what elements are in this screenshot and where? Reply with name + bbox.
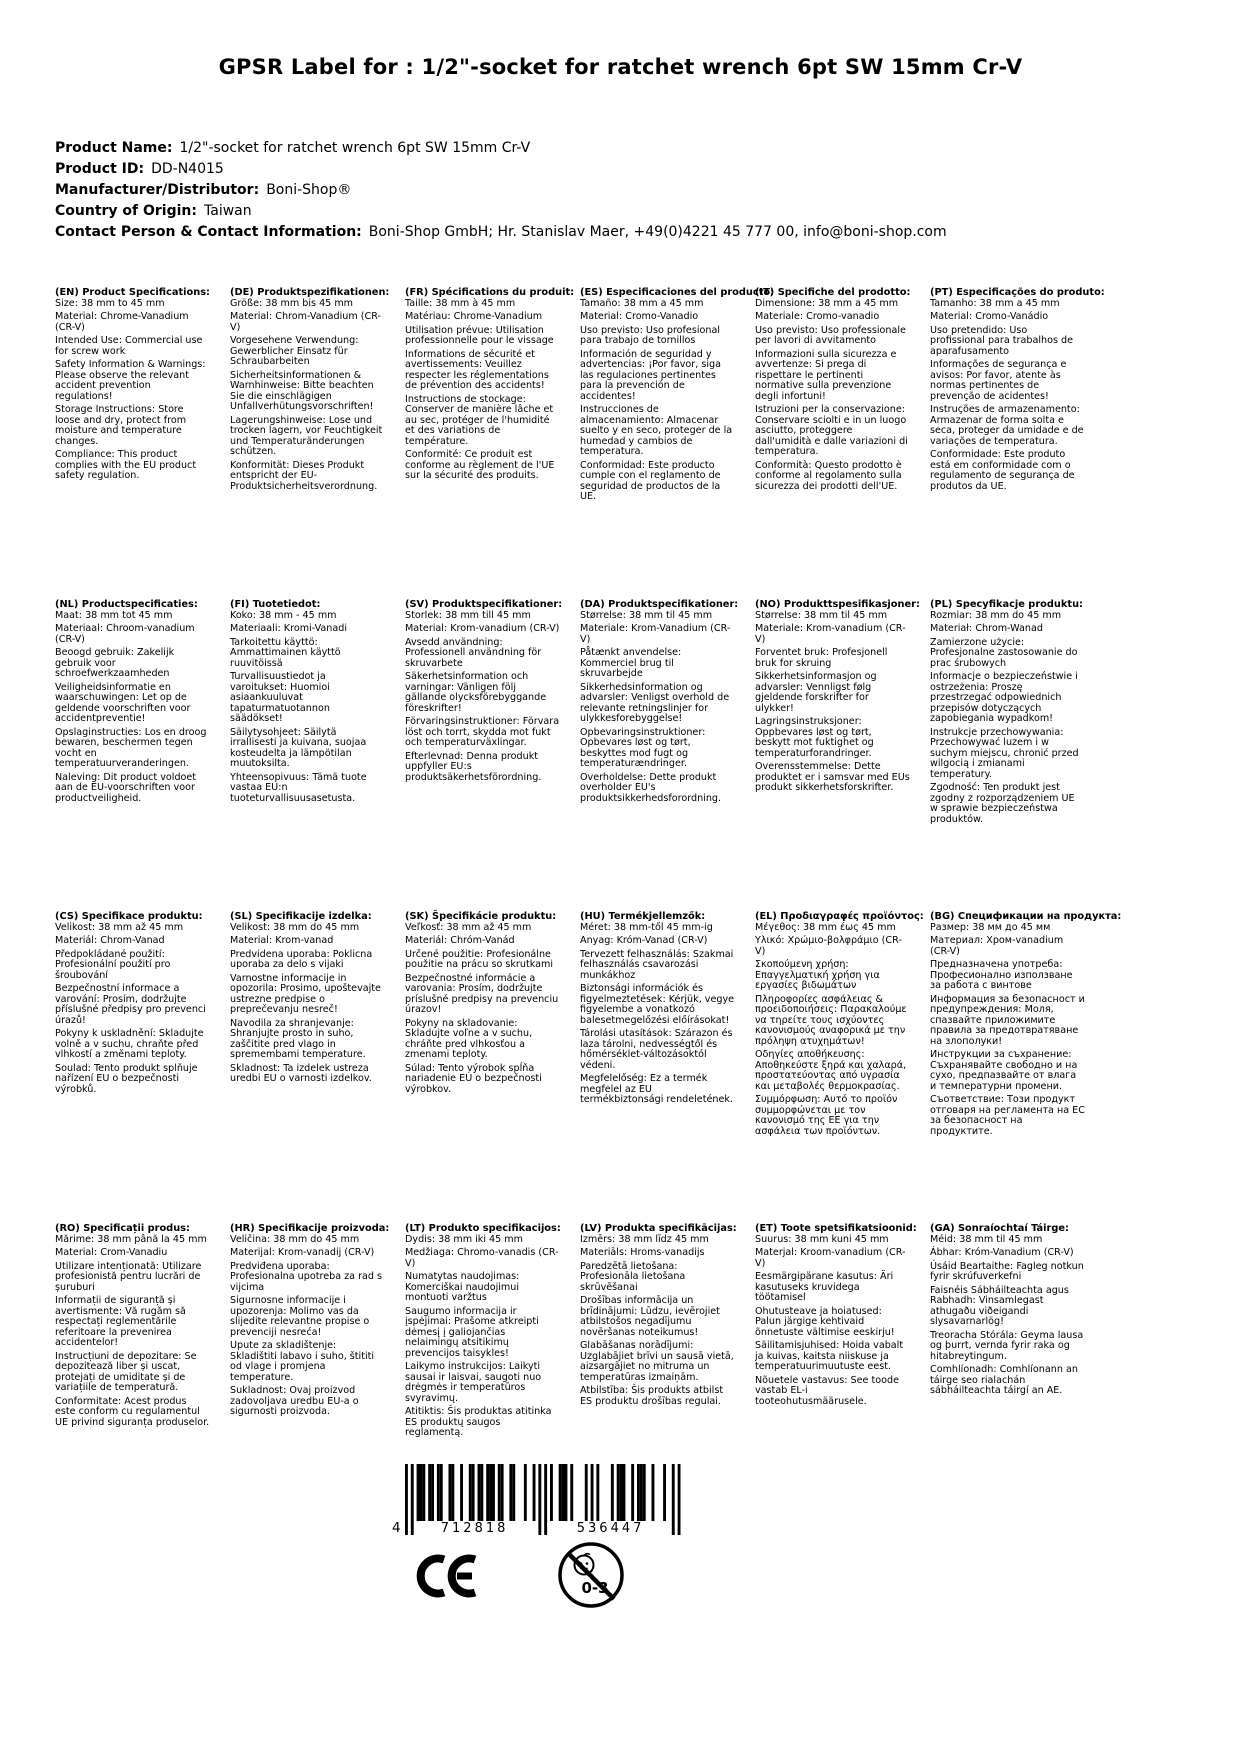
spec-paragraph: Sigurnosne informacije i upozorenja: Molimo vas da slijedite relevantne propise o prevenciji nesreća! xyxy=(230,1295,370,1338)
spec-paragraph: Instrucțiuni de depozitare: Se depozitează liber și uscat, protejați de umiditate și de variațiile de temperatură. xyxy=(55,1350,197,1393)
spec-paragraph: Materiāls: Hroms-vanadijs xyxy=(580,1247,705,1258)
lang-block-hu xyxy=(580,912,735,1224)
lang-block-header: (FI) Tuotetiedot: xyxy=(230,599,321,610)
spec-paragraph: Υλικό: Χρώμιο-βολφράμιο (CR-V) xyxy=(755,935,902,957)
spec-paragraph: Určené použitie: Profesionálne použitie na prácu so skrutkami xyxy=(405,948,553,970)
spec-paragraph: Säkerhetsinformation och varningar: Vänligen följ gällande olycksförebyggande föreskrifter! xyxy=(405,671,547,714)
spec-paragraph: Säilytysohjeet: Säilytä irrallisesti ja kuivana, suojaa kosteudelta ja lämpötilan muutoksilta. xyxy=(230,726,367,769)
spec-paragraph: Инструкции за съхранение: Съхранявайте свободно и на сухо, предпазвайте от влага и температурни промени. xyxy=(930,1049,1078,1092)
product-id-value: DD-N4015 xyxy=(151,161,224,177)
spec-paragraph: Rozmiar: 38 mm do 45 mm xyxy=(930,609,1062,621)
lang-block-header: (SK) Špecifikácie produktu: xyxy=(405,911,557,922)
spec-paragraph: Megfelelőség: Ez a termék megfelel az EU termékbiztonsági rendeletének. xyxy=(580,1073,733,1105)
spec-paragraph: Materiał: Chrom-Wanad xyxy=(930,623,1043,634)
spec-paragraph: Opbevaringsinstruktioner: Opbevares løst og tørt, beskyttes mod fugt og temperaturændringer. xyxy=(580,726,706,769)
origin-line xyxy=(55,201,947,222)
age-warning-0-3-icon xyxy=(556,1540,626,1610)
spec-paragraph: Taille: 38 mm à 45 mm xyxy=(405,297,516,309)
page-title: GPSR Label for : 1/2"-socket for ratchet wrench 6pt SW 15mm Cr-V xyxy=(218,55,1023,79)
spec-paragraph: Σκοπούμενη χρήση: Επαγγελματική χρήση για εργασίες βιδωμάτων xyxy=(755,959,880,991)
spec-paragraph: Materjal: Kroom-vanadium (CR-V) xyxy=(755,1247,906,1269)
spec-paragraph: Instrucciones de almacenamiento: Almacenar suelto y en seco, proteger de la humedad y cambios de temperatura. xyxy=(580,404,733,457)
spec-paragraph: Úsáid Beartaithe: Fagleg notkun fyrir skrúfuverkefni xyxy=(930,1260,1084,1282)
lang-block-header: (BG) Спецификации на продукта: xyxy=(930,911,1122,922)
spec-paragraph: Yhteensopivuus: Tämä tuote vastaa EU:n tuoteturvallisuusasetusta. xyxy=(230,771,367,804)
lang-block-bg xyxy=(930,911,1122,1224)
spec-paragraph: Izmērs: 38 mm līdz 45 mm xyxy=(580,1233,709,1245)
spec-paragraph: Overholdelse: Dette produkt overholder EU's produktsikkerhedsforordning. xyxy=(580,771,722,804)
spec-paragraph: Biztonsági információk és figyelmeztetések: Kérjük, vegye figyelembe a vonatkozó balesetmegelőzési előírásokat! xyxy=(580,983,735,1026)
lang-block-et xyxy=(755,1223,917,1536)
spec-paragraph: Säilitamisjuhised: Hoida vabalt ja kuivas, kaitsta niiskuse ja temperatuurimuutuste eest. xyxy=(755,1340,904,1372)
spec-paragraph: Размер: 38 мм до 45 мм xyxy=(930,921,1051,933)
lang-block-header: (DE) Produktspezifikationen: xyxy=(230,287,390,298)
product-name-label: Product Name: xyxy=(55,140,173,156)
spec-paragraph: Material: Cromo-Vanadio xyxy=(580,311,699,322)
manufacturer-label: Manufacturer/Distributor: xyxy=(55,182,260,198)
spec-paragraph: Anyag: Króm-Vanad (CR-V) xyxy=(580,935,708,946)
spec-paragraph: Materiaali: Kromi-Vanadi xyxy=(230,623,348,634)
spec-paragraph: Dydis: 38 mm iki 45 mm xyxy=(405,1233,523,1245)
spec-paragraph: Съответствие: Този продукт отговаря на регламента на ЕС за безопасност на продуктите. xyxy=(930,1094,1085,1137)
spec-paragraph: Laikymo instrukcijos: Laikyti sausai ir laisvai, saugoti nuo drėgmės ir temperatūros svyravimų. xyxy=(405,1361,542,1404)
spec-paragraph: Safety Information & Warnings: Please observe the relevant accident prevention regulations! xyxy=(55,359,206,402)
spec-paragraph: Zamierzone użycie: Profesjonalne zastosowanie do prac śrubowych xyxy=(930,636,1078,669)
spec-paragraph: Conformità: Questo prodotto è conforme al regolamento sulla sicurezza dei prodotti dell'UE. xyxy=(755,459,902,492)
spec-paragraph: Lagerungshinweise: Lose und trocken lagern, vor Feuchtigkeit und Temperaturänderungen schützen. xyxy=(230,414,383,457)
lang-block-header: (PL) Specyfikacje produktu: xyxy=(930,599,1083,610)
spec-paragraph: Tervezett felhasználás: Szakmai felhasználás csavarozási munkákhoz xyxy=(580,948,734,981)
spec-paragraph: Materiaal: Chroom-vanadium (CR-V) xyxy=(55,623,195,645)
spec-paragraph: Nõuetele vastavus: See toode vastab EL-i tooteohutusmäärusele. xyxy=(755,1374,899,1407)
lang-block-header: (CS) Specifikace produktu: xyxy=(55,911,203,922)
spec-paragraph: Size: 38 mm to 45 mm xyxy=(55,297,165,309)
lang-block-header: (EN) Product Specifications: xyxy=(55,287,210,298)
lang-block-header: (LV) Produkta specifikācijas: xyxy=(580,1223,737,1234)
spec-paragraph: Materiál: Chrom-Vanad xyxy=(55,935,165,946)
lang-block-el xyxy=(755,911,924,1224)
spec-paragraph: Pokyny na skladovanie: Skladujte voľne a v suchu, chráňte pred vlhkosťou a zmenami teploty. xyxy=(405,1017,533,1060)
spec-paragraph: Numatytas naudojimas: Komerciškai naudojimui montuoti varžtus xyxy=(405,1271,520,1303)
spec-paragraph: Storlek: 38 mm till 45 mm xyxy=(405,609,531,621)
lang-block-header: (ES) Especificaciones del producto: xyxy=(580,287,775,298)
barcode-bars xyxy=(405,1464,681,1535)
lang-block-header: (NO) Produkttspesifikasjoner: xyxy=(755,599,920,610)
spec-paragraph: Konformität: Dieses Produkt entspricht der EU-Produktsicherheitsverordnung. xyxy=(230,459,378,492)
spec-paragraph: Sikkerhetsinformasjon og advarsler: Vennligst følg gjeldende forskrifter for ulykker! xyxy=(755,671,877,714)
spec-paragraph: Størrelse: 38 mm til 45 mm xyxy=(580,609,713,621)
spec-paragraph: Méid: 38 mm til 45 mm xyxy=(930,1233,1043,1245)
spec-paragraph: Material: Krom-vanadium (CR-V) xyxy=(405,623,560,634)
lang-block-header: (SV) Produktspecifikationer: xyxy=(405,599,563,610)
lang-block-header: (LT) Produkto specifikacijos: xyxy=(405,1223,561,1234)
lang-block-cs xyxy=(55,912,210,1224)
spec-paragraph: Material: Chrom-Vanadium (CR-V) xyxy=(230,311,381,333)
spec-paragraph: Material: Crom-Vanadiu xyxy=(55,1247,168,1258)
spec-paragraph: Predviđena uporaba: Profesionalna upotreba za rad s vijcima xyxy=(230,1260,383,1293)
barcode-digits-group1: 712818 xyxy=(415,1521,535,1536)
spec-paragraph: Maat: 38 mm tot 45 mm xyxy=(55,609,173,621)
spec-paragraph: Turvallisuustiedot ja varoitukset: Huomioi asiaankuuluvat tapaturmatuotannon säädökset! xyxy=(230,671,330,724)
spec-paragraph: Material: Krom-vanad xyxy=(230,935,334,946)
spec-paragraph: Ábhar: Króm-Vanadium (CR-V) xyxy=(930,1247,1074,1258)
spec-paragraph: Material: Cromo-Vanádio xyxy=(930,311,1049,322)
origin-value: Taiwan xyxy=(204,203,252,219)
spec-paragraph: Glabāšanas norādījumi: Uzglabājiet brīvi un sausā vietā, aizsargājiet no mitruma un temperatūras izmaiņām. xyxy=(580,1340,734,1383)
spec-paragraph: Größe: 38 mm bis 45 mm xyxy=(230,297,354,309)
spec-paragraph: Μέγεθος: 38 mm έως 45 mm xyxy=(755,921,896,933)
spec-paragraph: Veľkosť: 38 mm až 45 mm xyxy=(405,921,532,933)
spec-paragraph: Atitiktis: Šis produktas atitinka ES produktų saugos reglamentą. xyxy=(405,1406,552,1438)
lang-block-no xyxy=(755,599,920,912)
spec-paragraph: Predvidena uporaba: Poklicna uporaba za delo s vijaki xyxy=(230,948,373,970)
barcode xyxy=(388,1462,685,1537)
spec-paragraph: Instrukcje przechowywania: Przechowywać luzem i w suchym miejscu, chronić przed wilgocią i zmianami temperatury. xyxy=(930,726,1079,780)
spec-paragraph: Storage Instructions: Store loose and dry, protect from moisture and temperature changes. xyxy=(55,404,187,447)
spec-paragraph: Tamanho: 38 mm a 45 mm xyxy=(930,297,1060,309)
spec-paragraph: Treoracha Stórála: Geyma lausa og þurrt, vernda fyrir raka og hitabreytingum. xyxy=(930,1329,1084,1362)
lang-block-en xyxy=(55,288,210,600)
lang-block-header: (IT) Specifiche del prodotto: xyxy=(755,287,911,298)
spec-paragraph: Uso previsto: Uso profesional para trabajo de tornillos xyxy=(580,324,720,346)
lang-block-header: (NL) Productspecificaties: xyxy=(55,599,198,610)
spec-paragraph: Overensstemmelse: Dette produktet er i samsvar med EUs produkt sikkerhetsforskrifter. xyxy=(755,761,910,793)
lang-block-pt xyxy=(930,287,1105,600)
spec-paragraph: Material: Chrome-Vanadium (CR-V) xyxy=(55,311,189,333)
spec-paragraph: Comhlíonadh: Comhlíonann an táirge seo rialachán sábháilteachta táirgí an AE. xyxy=(930,1364,1078,1396)
spec-paragraph: Mărime: 38 mm până la 45 mm xyxy=(55,1233,207,1245)
spec-paragraph: Πληροφορίες ασφάλειας & προειδοποιήσεις: Παρακαλούμε να τηρείτε τους ισχύοντες κανονισμούς αναφορικά με την πρόληψη ατυχημάτων! xyxy=(755,993,907,1047)
spec-paragraph: Sicherheitsinformationen & Warnhinweise: Bitte beachten Sie die einschlägigen Unfallverhütungsvorschriften! xyxy=(230,369,374,412)
spec-paragraph: Beoogd gebruik: Zakelijk gebruik voor schroefwerkzaamheden xyxy=(55,647,175,679)
spec-paragraph: Materiale: Krom-Vanadium (CR-V) xyxy=(580,623,731,645)
spec-paragraph: Предназначена употреба: Професионално използване за работа с винтове xyxy=(930,959,1073,991)
lang-block-header: (RO) Specificații produs: xyxy=(55,1223,190,1234)
spec-paragraph: Informazioni sulla sicurezza e avvertenze: Si prega di rispettare le pertinenti normative sulla prevenzione degli infortuni! xyxy=(755,348,897,402)
lang-block-fi xyxy=(230,600,385,912)
lang-block-header: (HR) Specifikacije proizvoda: xyxy=(230,1223,390,1234)
spec-paragraph: Medžiaga: Chromo-vanadis (CR-V) xyxy=(405,1247,559,1269)
product-name-value: 1/2"-socket for ratchet wrench 6pt SW 15mm Cr-V xyxy=(179,140,531,156)
spec-paragraph: Zgodność: Ten produkt jest zgodny z rozporządzeniem UE w sprawie bezpieczeństwa produktów. xyxy=(930,782,1075,825)
lang-block-de xyxy=(230,287,390,600)
spec-paragraph: Avsedd användning: Professionell användning för skruvarbete xyxy=(405,636,542,669)
lang-block-ro xyxy=(55,1224,210,1536)
spec-paragraph: Saugumo informacija ir įspėjimai: Prašome atkreipti dėmesį į galiojančias nelaimingų atsitikimų prevencijos taisykles! xyxy=(405,1305,539,1359)
manufacturer-value: Boni-Shop® xyxy=(266,182,352,198)
spec-paragraph: Naleving: Dit product voldoet aan de EU-voorschriften voor productveiligheid. xyxy=(55,771,197,804)
spec-paragraph: Materijal: Krom-vanadij (CR-V) xyxy=(230,1247,375,1258)
spec-paragraph: Opslaginstructies: Los en droog bewaren, beschermen tegen vocht en temperatuurveranderingen. xyxy=(55,726,207,769)
spec-paragraph: Bezpečnostní informace a varování: Prosím, dodržujte příslušné předpisy pro prevenci úrazů! xyxy=(55,983,206,1026)
spec-paragraph: Vorgesehene Verwendung: Gewerblicher Einsatz für Schraubarbeiten xyxy=(230,335,359,367)
lang-block-header: (ET) Toote spetsifikatsioonid: xyxy=(755,1223,917,1234)
contact-value: Boni-Shop GmbH; Hr. Stanislav Maer, +49(0)4221 45 777 00, info@boni-shop.com xyxy=(368,224,947,240)
spec-paragraph: Bezpečnostné informácie a varovania: Prosím, dodržujte príslušné predpisy na prevenciu úrazov! xyxy=(405,972,559,1015)
lang-block-nl xyxy=(55,600,210,912)
lang-block-header: (GA) Sonraíochtaí Táirge: xyxy=(930,1223,1069,1234)
lang-block-it xyxy=(755,288,910,600)
spec-paragraph: Συμμόρφωση: Αυτό το προϊόν συμμορφώνεται με τον κανονισμό της ΕΕ για την ασφάλεια των προϊόντων. xyxy=(755,1094,898,1137)
spec-paragraph: Forventet bruk: Profesjonell bruk for skruing xyxy=(755,647,888,669)
spec-paragraph: Compliance: This product complies with the EU product safety regulation. xyxy=(55,449,197,481)
contact-label: Contact Person & Contact Information: xyxy=(55,224,362,240)
language-grid xyxy=(55,287,1122,1536)
spec-paragraph: Navodila za shranjevanje: Shranjujte prosto in suho, zaščitite pred vlago in spremembami temperature. xyxy=(230,1017,366,1060)
spec-paragraph: Skladnost: Ta izdelek ustreza uredbi EU o varnosti izdelkov. xyxy=(230,1062,372,1084)
spec-paragraph: Информация за безопасност и предупреждения: Моля, спазвайте приложимите правила за предотвратяване на злополуки! xyxy=(930,993,1085,1047)
spec-paragraph: Conformité: Ce produit est conforme au règlement de l'UE sur la sécurité des produits. xyxy=(405,449,555,481)
spec-paragraph: Påtænkt anvendelse: Kommerciel brug til skruvarbejde xyxy=(580,647,682,679)
lang-block-sv xyxy=(405,599,563,912)
product-name-line xyxy=(55,138,947,159)
spec-paragraph: Størrelse: 38 mm til 45 mm xyxy=(755,609,888,621)
spec-paragraph: Intended Use: Commercial use for screw work xyxy=(55,335,203,357)
spec-paragraph: Informacje o bezpieczeństwie i ostrzeżenia: Proszę przestrzegać odpowiednich przepisów dotyczących zapobiegania wypadkom! xyxy=(930,671,1078,724)
ce-mark-icon xyxy=(416,1552,480,1600)
age-warning xyxy=(556,1540,626,1614)
product-info xyxy=(55,138,947,243)
spec-paragraph: Sukladnost: Ovaj proizvod zadovoljava uredbu EU-a o sigurnosti proizvoda. xyxy=(230,1385,359,1417)
spec-paragraph: Materiale: Cromo-vanadio xyxy=(755,311,880,322)
lang-block-es xyxy=(580,287,775,600)
spec-paragraph: Conformidad: Este producto cumple con el reglamento de seguridad de productos de la UE. xyxy=(580,459,721,502)
barcode-digits-group2: 536447 xyxy=(551,1521,671,1536)
spec-paragraph: Veiligheidsinformatie en waarschuwingen: Let op de geldende voorschriften voor accidentpreventie! xyxy=(55,681,191,724)
lang-block-pl xyxy=(930,600,1085,912)
spec-paragraph: Atbilstība: Šis produkts atbilst ES produktu drošības regulai. xyxy=(580,1385,724,1407)
spec-paragraph: Materiál: Chróm-Vanád xyxy=(405,935,515,946)
spec-paragraph: Utilisation prévue: Utilisation professionnelle pour le vissage xyxy=(405,324,554,346)
spec-paragraph: Förvaringsinstruktioner: Förvara löst och torrt, skydda mot fukt och temperaturväxlingar. xyxy=(405,716,560,748)
spec-paragraph: Paredzētā lietošana: Profesionāla lietošana skrūvēšanai xyxy=(580,1260,686,1293)
spec-paragraph: Upute za skladištenje: Skladištiti labavo i suho, štititi od vlage i promjena temperature. xyxy=(230,1340,375,1383)
spec-paragraph: Předpokládané použití: Profesionální použití pro šroubování xyxy=(55,948,171,981)
lang-block-header: (HU) Termékjellemzők: xyxy=(580,911,706,922)
spec-paragraph: Материал: Хром-vanadium (CR-V) xyxy=(930,935,1064,957)
spec-paragraph: Uso previsto: Uso professionale per lavori di avvitamento xyxy=(755,324,906,346)
spec-paragraph: Tárolási utasítások: Szárazon és laza tárolni, nedvességtől és hőmérséklet-változásoktól védeni. xyxy=(580,1028,733,1071)
lang-block-header: (SL) Specifikacije izdelka: xyxy=(230,911,372,922)
product-id-line xyxy=(55,159,947,180)
spec-paragraph: Sikkerhedsinformation og advarsler: Venligst overhold de relevante retningslinjer for ulykkesforebyggelse! xyxy=(580,681,730,724)
spec-paragraph: Lagringsinstruksjoner: Oppbevares løst og tørt, beskytt mot fuktighet og temperaturforandringer. xyxy=(755,716,874,759)
spec-paragraph: Ohutusteave ja hoiatused: Palun järgige kehtivaid õnnetuste vältimise eeskirju! xyxy=(755,1305,895,1338)
barcode-first-digit: 4 xyxy=(392,1520,401,1536)
spec-paragraph: Informații de siguranță și avertismente: Vă rugăm să respectați reglementările referitoare la prevenirea accidentelor! xyxy=(55,1295,186,1348)
spec-paragraph: Utilizare intenționată: Utilizare profesionistă pentru lucrări de șuruburi xyxy=(55,1260,202,1293)
spec-paragraph: Faisnéis Sábháilteachta agus Rabhadh: Vinsamlegast athugaðu viðeigandi slysavarnarlög! xyxy=(930,1284,1069,1327)
lang-block-header: (EL) Προδιαγραφές προϊόντος: xyxy=(755,911,924,922)
spec-paragraph: Instruções de armazenamento: Armazenar de forma solta e seca, proteger da umidade e de variações de temperatura. xyxy=(930,404,1084,447)
age-warning-text: 0-3 xyxy=(581,1579,609,1597)
lang-block-da xyxy=(580,599,739,912)
spec-paragraph: Koko: 38 mm - 45 mm xyxy=(230,609,337,621)
spec-paragraph: Conformitate: Acest produs este conform cu regulamentul UE privind siguranța produselor. xyxy=(55,1395,210,1428)
spec-paragraph: Efterlevnad: Denna produkt uppfyller EU:s produktsäkerhetsförordning. xyxy=(405,750,542,783)
spec-paragraph: Suurus: 38 mm kuni 45 mm xyxy=(755,1233,889,1245)
spec-paragraph: Veličina: 38 mm do 45 mm xyxy=(230,1233,360,1245)
spec-paragraph: Dimensione: 38 mm a 45 mm xyxy=(755,297,899,309)
manufacturer-line xyxy=(55,180,947,201)
spec-paragraph: Tarkoitettu käyttö: Ammattimainen käyttö ruuvitöissä xyxy=(230,636,341,669)
spec-paragraph: Súlad: Tento výrobok spĺňa nariadenie EÚ o bezpečnosti výrobkov. xyxy=(405,1062,542,1095)
spec-paragraph: Materiale: Krom-vanadium (CR-V) xyxy=(755,623,906,645)
spec-paragraph: Varnostne informacije in opozorila: Prosimo, upoštevajte ustrezne predpise o preprečevanju nesreč! xyxy=(230,972,381,1015)
origin-label: Country of Origin: xyxy=(55,203,197,219)
spec-paragraph: Drošības informācija un brīdinājumi: Lūdzu, ievērojiet atbilstošos negadījumu novēršanas noteikumus! xyxy=(580,1295,720,1338)
spec-paragraph: Istruzioni per la conservazione: Conservare sciolti e in un luogo asciutto, proteggere dall'umidità e dalle variazioni di temperatura. xyxy=(755,404,908,457)
spec-paragraph: Conformidade: Este produto está em conformidade com o regulamento de segurança de produtos da UE. xyxy=(930,449,1075,492)
lang-block-hr xyxy=(230,1223,390,1536)
lang-block-header: (PT) Especificações do produto: xyxy=(930,287,1105,298)
spec-paragraph: Οδηγίες αποθήκευσης: Αποθηκεύστε ξηρά και χαλαρά, προστατεύοντας από υγρασία και μεταβολές θερμοκρασίας. xyxy=(755,1049,907,1092)
spec-paragraph: Uso pretendido: Uso profissional para trabalhos de aparafusamento xyxy=(930,324,1073,357)
product-id-label: Product ID: xyxy=(55,161,145,177)
lang-block-header: (DA) Produktspecifikationer: xyxy=(580,599,739,610)
spec-paragraph: Velikost: 38 mm až 45 mm xyxy=(55,921,184,933)
spec-paragraph: Matériau: Chrome-Vanadium xyxy=(405,311,543,322)
lang-block-ga xyxy=(930,1224,1085,1536)
lang-block-header: (FR) Spécifications du produit: xyxy=(405,287,575,298)
lang-block-sl xyxy=(230,912,385,1224)
spec-paragraph: Informações de segurança e avisos: Por favor, atente às normas pertinentes de prevenção de acidentes! xyxy=(930,359,1067,402)
contact-line xyxy=(55,222,947,243)
spec-paragraph: Informations de sécurité et avertissements: Veuillez respecter les réglementations de prévention des accidents! xyxy=(405,348,549,391)
ce-mark xyxy=(416,1552,480,1604)
spec-paragraph: Pokyny k uskladnění: Skladujte volně a v suchu, chraňte před vlhkostí a změnami teploty. xyxy=(55,1028,204,1060)
spec-paragraph: Soulad: Tento produkt splňuje nařízení EU o bezpečnosti výrobků. xyxy=(55,1062,198,1095)
spec-paragraph: Velikost: 38 mm do 45 mm xyxy=(230,921,360,933)
spec-paragraph: Información de seguridad y advertencias: ¡Por favor, siga las regulaciones pertinentes para la prevención de accidentes! xyxy=(580,348,721,402)
lang-block-fr xyxy=(405,287,575,600)
lang-block-sk xyxy=(405,912,560,1224)
spec-paragraph: Méret: 38 mm-től 45 mm-ig xyxy=(580,921,713,933)
spec-paragraph: Instructions de stockage: Conserver de manière lâche et au sec, protéger de l'humidité et des variations de température. xyxy=(405,393,554,447)
spec-paragraph: Tamaño: 38 mm a 45 mm xyxy=(580,297,704,309)
spec-paragraph: Eesmärgipärane kasutus: Äri kasutuseks kruvidega töötamisel xyxy=(755,1271,894,1303)
